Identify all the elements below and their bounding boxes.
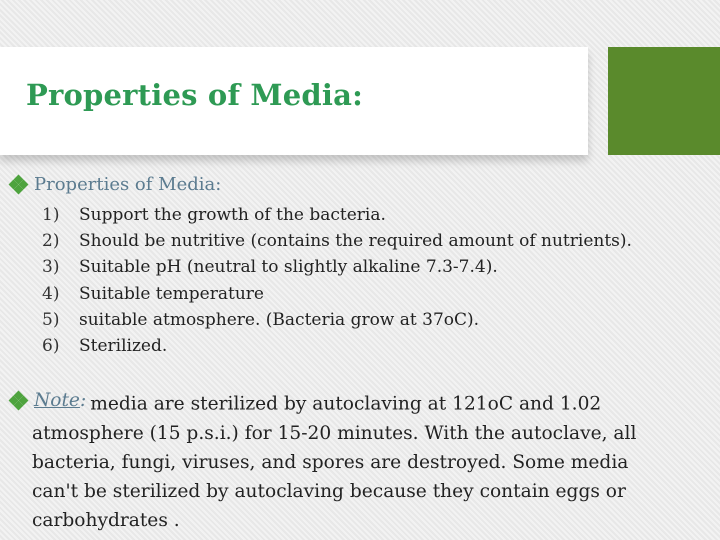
subheading-row (10, 174, 221, 195)
list-number: 1) (42, 205, 60, 225)
note-line: can't be sterilized by autoclaving because they contain eggs or (32, 481, 626, 503)
list-item (42, 307, 632, 333)
list-number: 5) (42, 309, 60, 330)
list-number: 2) (42, 231, 60, 252)
list-number: 3) (42, 257, 60, 278)
note-text: media are sterilized by autoclaving at 121oC and 1.02 (90, 393, 602, 415)
note-line: atmosphere (15 p.s.i.) for 15-20 minutes. With the autoclave, all (32, 422, 637, 444)
list-item (42, 228, 632, 254)
note-first-line (10, 386, 710, 419)
list-item (42, 202, 632, 228)
note-paragraph (10, 386, 710, 536)
list-item (42, 281, 632, 307)
list-item (42, 333, 632, 359)
diamond-cluster-icon (10, 176, 28, 194)
note-label: Note (34, 390, 80, 411)
properties-list (42, 202, 632, 359)
list-text: Suitable temperature (79, 283, 264, 304)
note-line: bacteria, fungi, viruses, and spores are destroyed. Some media (32, 452, 629, 473)
list-number: 6) (42, 335, 60, 356)
diamond-cluster-icon (10, 392, 28, 410)
note-continuation (10, 419, 710, 536)
list-text: Should be nutritive (contains the required amount of nutrients). (79, 231, 632, 252)
slide-title: Properties of Media: (26, 78, 363, 112)
note-line: carbohydrates . (32, 510, 180, 532)
accent-block (608, 47, 720, 155)
list-text: Support the growth of the bacteria. (79, 205, 386, 225)
note-colon: : (79, 390, 87, 411)
list-text: Sterilized. (79, 335, 168, 356)
list-item (42, 254, 632, 280)
list-text: suitable atmosphere. (Bacteria grow at 37oC). (79, 309, 480, 330)
subheading-text: Properties of Media: (34, 174, 222, 195)
list-number: 4) (42, 283, 60, 304)
note-lead (10, 386, 90, 415)
list-text: Suitable pH (neutral to slightly alkaline 7.3-7.4). (79, 257, 498, 278)
